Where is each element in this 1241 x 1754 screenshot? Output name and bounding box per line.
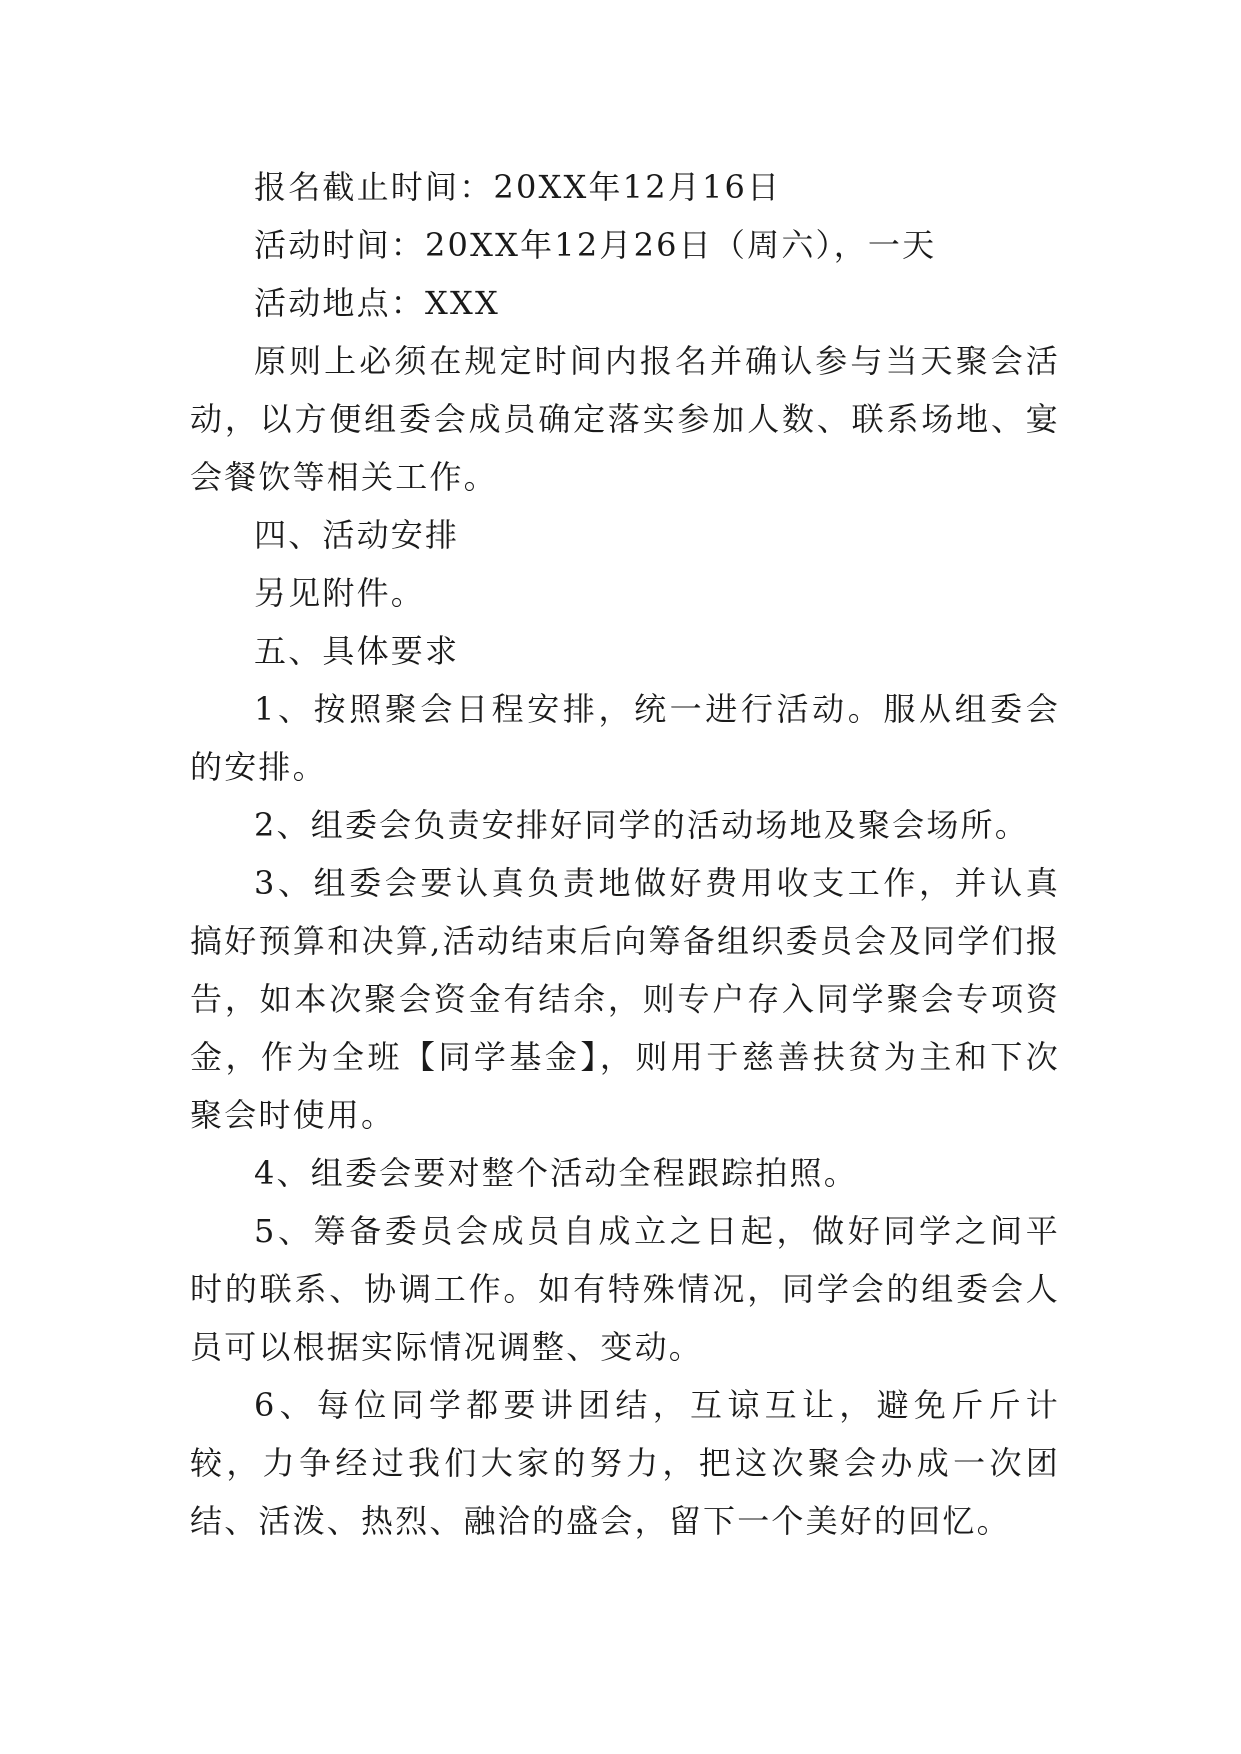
document-body: [190, 158, 1060, 1550]
requirement-item-2: 2、组委会负责安排好同学的活动场地及聚会场所。: [254, 806, 1029, 844]
arrangement-note: 另见附件。: [254, 574, 426, 612]
registration-principle: 原则上必须在规定时间内报名并确认参与当天聚会活动，以方便组委会成员确定落实参加人数、联系场地、宴会餐饮等相关工作。: [190, 342, 1060, 496]
requirement-item-6: 6、每位同学都要讲团结，互谅互让，避免斤斤计较，力争经过我们大家的努力，把这次聚会办成一次团结、活泼、热烈、融洽的盛会，留下一个美好的回忆。: [190, 1386, 1060, 1540]
activity-location: 活动地点：XXX: [254, 284, 500, 322]
section-heading-requirements: 五、具体要求: [254, 632, 460, 670]
registration-deadline: 报名截止时间：20XX年12月16日: [254, 168, 782, 206]
section-heading-arrangement: 四、活动安排: [254, 516, 460, 554]
requirement-item-3: 3、组委会要认真负责地做好费用收支工作，并认真搞好预算和决算,活动结束后向筹备组织委员会及同学们报告，如本次聚会资金有结余，则专户存入同学聚会专项资金，作为全班【同学基金】，则用于慈善扶贫为主和下次聚会时使用。: [190, 864, 1060, 1134]
requirement-item-4: 4、组委会要对整个活动全程跟踪拍照。: [254, 1154, 858, 1192]
requirement-item-5: 5、筹备委员会成员自成立之日起，做好同学之间平时的联系、协调工作。如有特殊情况，同学会的组委会人员可以根据实际情况调整、变动。: [190, 1212, 1060, 1366]
requirement-item-1: 1、按照聚会日程安排，统一进行活动。服从组委会的安排。: [190, 690, 1060, 786]
activity-time: 活动时间：20XX年12月26日（周六），一天: [254, 226, 937, 264]
